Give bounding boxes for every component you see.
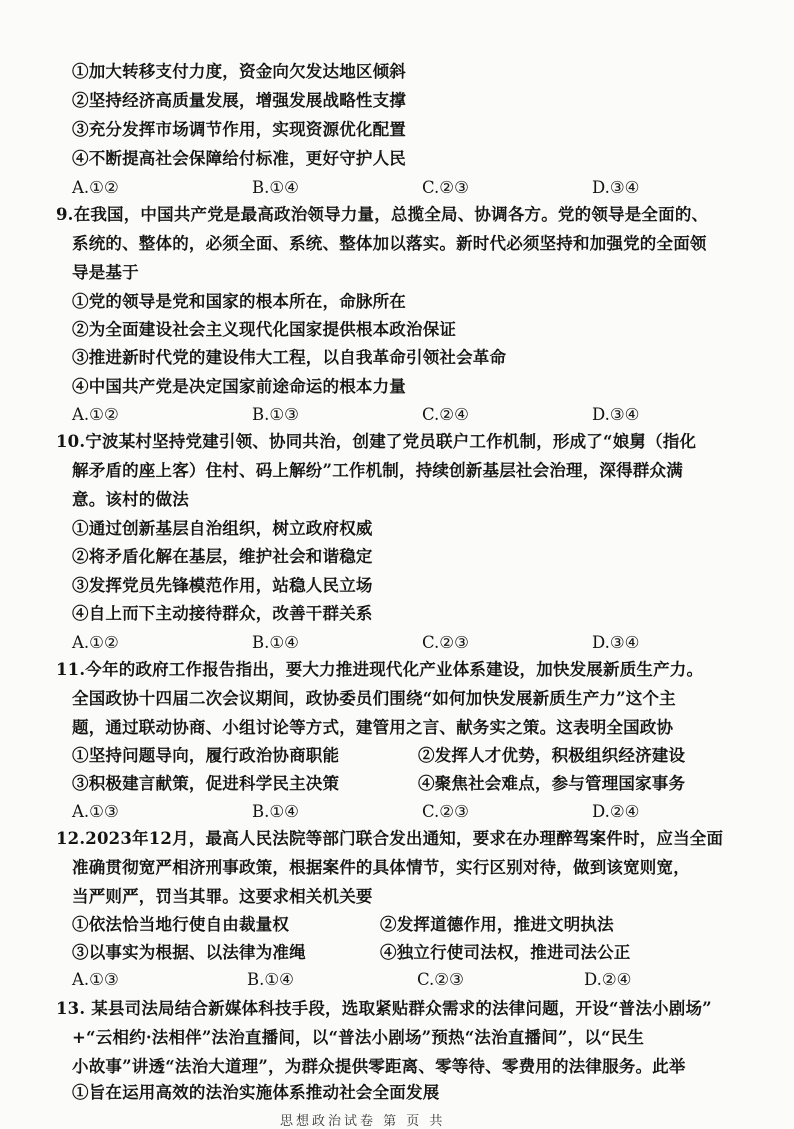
q13-statement-1: ①旨在运用高效的法治实施体系推动社会全面发展 bbox=[72, 1083, 440, 1102]
q12-statement-4: ④独立行使司法权，推进司法公正 bbox=[380, 943, 631, 962]
q13-stem-line-1: 13. 某县司法局结合新媒体科技手段，选取紧贴群众需求的法律问题，开设“普法小剧场” bbox=[56, 999, 712, 1018]
q11-stem-line-3: 题，通过联动协商、小组讨论等方式，建管用之言、献务实之策。这表明全国政协 bbox=[72, 718, 674, 737]
q11-statement-3: ③积极建言献策，促进科学民主决策 bbox=[72, 774, 340, 793]
q10-stem-line-1: 10.宁波某村坚持党建引领、协同共治，创建了党员联户工作机制，形成了“娘舅（指化 bbox=[56, 432, 697, 451]
q10-statement-4: ④自上而下主动接待群众，改善干群关系 bbox=[72, 604, 373, 623]
q10-statement-2: ②将矛盾化解在基层，维护社会和谐稳定 bbox=[72, 547, 373, 566]
q11-stem-line-2: 全国政协十四届二次会议期间，政协委员们围绕“如何加快发展新质生产力”这个主 bbox=[72, 689, 676, 708]
q12-statement-3: ③以事实为根据、以法律为准绳 bbox=[72, 943, 306, 962]
q13-stem-line-3: 小故事”讲透“法治大道理”，为群众提供零距离、零等待、零费用的法律服务。此举 bbox=[72, 1057, 686, 1076]
q11-option-d: D.②④ bbox=[592, 802, 640, 821]
q8-statement-3: ③充分发挥市场调节作用，实现资源优化配置 bbox=[72, 120, 406, 139]
q12-stem-line-3: 当严则严，罚当其罪。这要求相关机关要 bbox=[72, 887, 373, 906]
q11-option-a: A.①③ bbox=[72, 802, 119, 821]
q11-statement-4: ④聚焦社会难点，参与管理国家事务 bbox=[418, 774, 686, 793]
q9-stem-line-2: 系统的、整体的，必须全面、系统、整体加以落实。新时代必须坚持和加强党的全面领 bbox=[72, 234, 707, 253]
q9-option-d: D.③④ bbox=[592, 405, 640, 424]
q8-statement-2: ②坚持经济高质量发展，增强发展战略性支撑 bbox=[72, 91, 406, 110]
q11-statement-2: ②发挥人才优势，积极组织经济建设 bbox=[418, 746, 686, 765]
q9-stem-line-3: 导是基于 bbox=[72, 263, 139, 282]
q10-stem-line-3: 意。该村的做法 bbox=[72, 490, 189, 509]
q11-stem-line-1: 11.今年的政府工作报告指出，要大力推进现代化产业体系建设，加快发展新质生产力。 bbox=[56, 660, 704, 679]
q8-statement-1: ①加大转移支付力度，资金向欠发达地区倾斜 bbox=[72, 62, 406, 81]
q12-stem-line-1: 12.2023年12月，最高人民法院等部门联合发出通知，要求在办理醉驾案件时，应当全面 bbox=[56, 829, 724, 848]
q9-option-a: A.①② bbox=[72, 405, 119, 424]
q10-option-b: B.①④ bbox=[252, 633, 299, 652]
q11-option-b: B.①④ bbox=[252, 802, 299, 821]
q13-stem-line-2: +“云相约·法相伴”法治直播间，以“普法小剧场”预热“法治直播间”，以“民生 bbox=[72, 1028, 645, 1047]
q11-option-c: C.②③ bbox=[422, 802, 469, 821]
q10-option-d: D.③④ bbox=[592, 633, 640, 652]
q11-statement-1: ①坚持问题导向，履行政治协商职能 bbox=[72, 746, 340, 765]
q10-option-c: C.②③ bbox=[422, 633, 469, 652]
q12-statement-2: ②发挥道德作用，推进文明执法 bbox=[380, 915, 614, 934]
q9-statement-2: ②为全面建设社会主义现代化国家提供根本政治保证 bbox=[72, 320, 457, 339]
q10-statement-3: ③发挥党员先锋模范作用，站稳人民立场 bbox=[72, 576, 373, 595]
q8-option-d: D.③④ bbox=[592, 178, 640, 197]
q8-option-a: A.①② bbox=[72, 178, 119, 197]
q8-option-c: C.②③ bbox=[422, 178, 469, 197]
q10-stem-line-2: 解矛盾的座上客）住村、码上解纷”工作机制，持续创新基层社会治理，深得群众满 bbox=[72, 461, 683, 480]
q12-stem-line-2: 准确贯彻宽严相济刑事政策，根据案件的具体情节，实行区别对待，做到该宽则宽， bbox=[72, 858, 690, 877]
q12-option-d: D.②④ bbox=[584, 970, 632, 989]
q8-statement-4: ④不断提高社会保障给付标准，更好守护人民 bbox=[72, 149, 406, 168]
q12-option-c: C.②③ bbox=[417, 970, 464, 989]
q10-statement-1: ①通过创新基层自治组织，树立政府权威 bbox=[72, 519, 373, 538]
q9-statement-3: ③推进新时代党的建设伟大工程，以自我革命引领社会革命 bbox=[72, 348, 507, 367]
q12-option-b: B.①④ bbox=[247, 970, 294, 989]
q10-option-a: A.①② bbox=[72, 633, 119, 652]
q9-statement-1: ①党的领导是党和国家的根本所在，命脉所在 bbox=[72, 292, 406, 311]
q12-option-a: A.①③ bbox=[72, 970, 119, 989]
q9-option-c: C.②④ bbox=[422, 405, 469, 424]
q9-stem-line-1: 9.在我国，中国共产党是最高政治领导力量，总揽全局、协调各方。党的领导是全面的、 bbox=[56, 205, 709, 224]
page-footer: 思想政治试卷 第 页 共 bbox=[280, 1114, 446, 1129]
q12-statement-1: ①依法恰当地行使自由裁量权 bbox=[72, 915, 290, 934]
q9-option-b: B.①③ bbox=[252, 405, 299, 424]
q9-statement-4: ④中国共产党是决定国家前途命运的根本力量 bbox=[72, 377, 406, 396]
q8-option-b: B.①④ bbox=[252, 178, 299, 197]
